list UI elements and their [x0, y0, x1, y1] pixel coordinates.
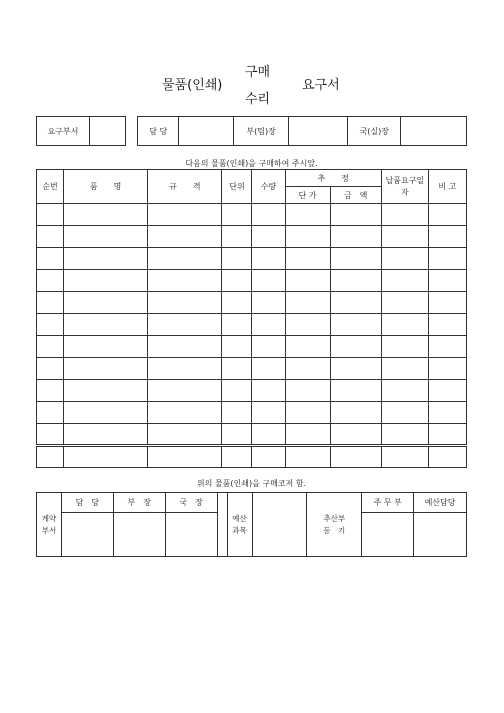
col-due-line1: 납품요구일	[385, 175, 425, 185]
table-row	[37, 314, 467, 336]
col-amount: 금 액	[330, 187, 381, 204]
approval-deputy: 부 장	[113, 493, 165, 513]
request-caption: 다음의 물품(인쇄)을 구매하여 주시앞.	[185, 159, 318, 168]
col-name: 품 명	[64, 170, 148, 204]
table-row	[37, 380, 467, 402]
approval-gap	[217, 493, 227, 557]
budget-value	[252, 493, 307, 557]
table-row	[37, 226, 467, 248]
title-right: 요구서	[302, 78, 340, 93]
col-due	[381, 170, 428, 204]
table-row	[37, 204, 467, 226]
col-unit-price: 단 가	[285, 187, 330, 204]
contract-dept	[37, 493, 62, 557]
table-row	[37, 292, 467, 314]
approval-table	[36, 492, 467, 557]
title-top: 구매	[245, 65, 271, 80]
dept-value	[89, 117, 126, 146]
charge-sign	[61, 513, 113, 557]
director-label: 국(실)장	[348, 117, 401, 146]
col-due-line2: 자	[400, 187, 409, 197]
col-estimate: 추 정	[285, 170, 381, 187]
contract-dept-line2: 부서	[41, 525, 57, 535]
col-spec: 규 격	[148, 170, 222, 204]
table-row	[37, 336, 467, 358]
table-row	[37, 358, 467, 380]
director-sign	[165, 513, 217, 557]
main-duty: 주 무 부	[362, 493, 414, 513]
budget-line1: 예산	[232, 513, 247, 523]
table-row	[37, 424, 467, 446]
col-no: 순번	[37, 170, 64, 204]
budget-charge: 예산담당	[414, 493, 467, 513]
purchase-caption: 위의 물품(인쇄)을 구매코저 함.	[196, 479, 307, 488]
header-approval-table	[36, 116, 467, 146]
charge-label: 담 당	[138, 117, 179, 146]
main-duty-sign	[362, 513, 414, 557]
title-left: 물품(인쇄)	[162, 78, 223, 93]
col-remark: 비 고	[428, 170, 466, 204]
items-table	[36, 169, 467, 468]
ledger-line1: 추산부	[323, 513, 346, 523]
table-row	[37, 248, 467, 270]
contract-dept-line1: 계약	[41, 513, 57, 523]
budget-charge-sign	[414, 513, 467, 557]
deputy-value	[289, 117, 348, 146]
title-bottom: 수리	[245, 92, 271, 107]
deputy-label: 부(팀)장	[234, 117, 289, 146]
ledger-label	[307, 493, 362, 557]
director-value	[401, 117, 467, 146]
col-unit: 단위	[222, 170, 252, 204]
col-qty: 수량	[252, 170, 285, 204]
header-gap	[126, 117, 138, 146]
ledger-line2: 등 기	[323, 525, 346, 535]
approval-director: 국 장	[165, 493, 217, 513]
budget-line2: 과목	[232, 525, 247, 535]
dept-label: 요구부서	[37, 117, 90, 146]
deputy-sign	[113, 513, 165, 557]
table-row	[37, 402, 467, 424]
budget-subject	[227, 493, 252, 557]
charge-value	[179, 117, 234, 146]
table-row	[37, 446, 467, 468]
table-row	[37, 270, 467, 292]
approval-charge: 담 당	[61, 493, 113, 513]
